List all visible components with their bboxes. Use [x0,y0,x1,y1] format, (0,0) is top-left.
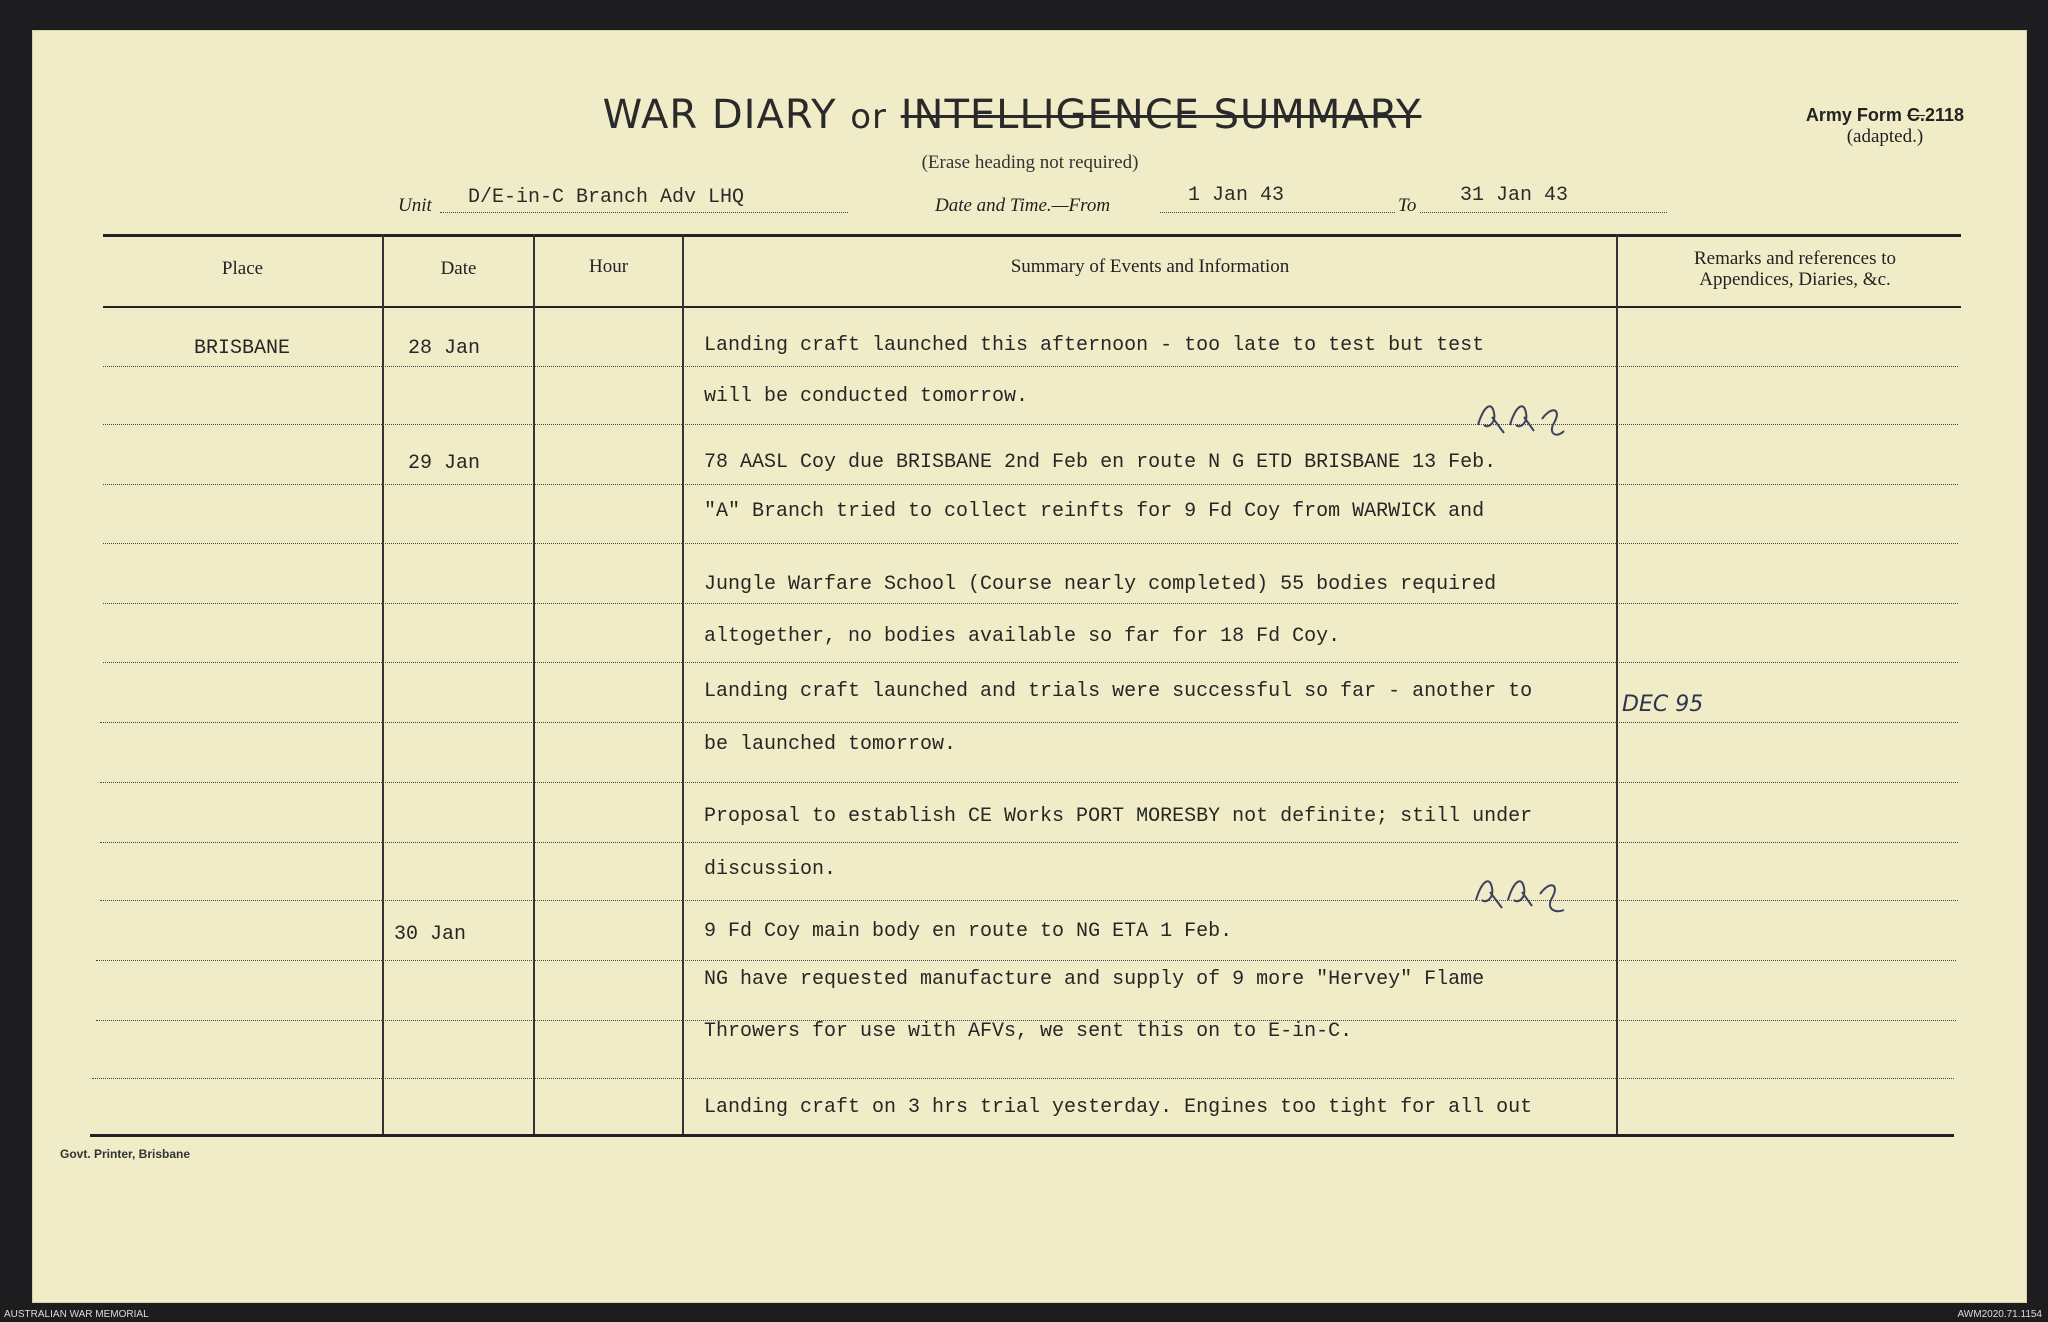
summary-line: Landing craft on 3 hrs trial yesterday. Engines too tight for all out [704,1096,1533,1119]
row-line [92,1078,1954,1079]
row-line [96,960,1956,961]
form-title [0,92,2024,138]
signature-initials [1468,870,1583,918]
title-or: or [850,97,888,137]
army-form-label [1806,104,1964,148]
row-line [103,662,1958,663]
summary-line: be launched tomorrow. [704,733,957,756]
row-line [103,484,1958,485]
erase-note: (Erase heading not required) [921,152,1139,173]
footer-right: AWM2020.71.1154 [1957,1309,2042,1320]
col-divider-2 [533,234,535,1134]
title-struck: INTELLIGENCE SUMMARY [900,92,1422,138]
table-bottom-rule [90,1134,1954,1137]
col-header-date: Date [440,258,477,279]
summary-line: Throwers for use with AFVs, we sent this on to E-in-C. [704,1020,1353,1043]
summary-line: discussion. [704,858,837,881]
row-line [100,900,1958,901]
row-line [103,603,1958,604]
date-label: Date and Time.—From [935,195,1111,216]
unit-line [440,212,848,213]
summary-line: Jungle Warfare School (Course nearly completed) 55 bodies required [704,573,1497,596]
army-form-number [1806,104,1964,126]
summary-line: Proposal to establish CE Works PORT MORESBY not definite; still under [704,805,1533,828]
col-divider-4 [1616,234,1618,1134]
army-form-struck: C. [1906,105,1925,125]
unit-label: Unit [398,195,432,216]
to-line [1420,212,1667,213]
from-line [1160,212,1395,213]
summary-line: Landing craft launched this afternoon - too late to test but test [704,334,1485,357]
col-header-hour: Hour [588,256,629,277]
unit-value: D/E-in-C Branch Adv LHQ [468,186,745,209]
summary-line: "A" Branch tried to collect reinfts for 9 Fd Coy from WARWICK and [704,500,1485,523]
summary-line: altogether, no bodies available so far for 18 Fd Coy. [704,625,1341,648]
summary-line: NG have requested manufacture and supply of 9 more "Hervey" Flame [704,968,1485,991]
army-form-num: 2118 [1924,105,1964,125]
from-value: 1 Jan 43 [1188,184,1285,207]
signature-initials [1470,395,1580,441]
summary-line: 9 Fd Coy main body en route to NG ETA 1 Feb. [704,920,1233,943]
footer-left: AUSTRALIAN WAR MEMORIAL [4,1309,149,1320]
col-divider-3 [682,234,684,1134]
summary-line: Landing craft launched and trials were successful so far - another to [704,680,1533,703]
row-line [100,782,1958,783]
army-form-prefix: Army Form [1805,105,1902,125]
remark-handwritten: DEC 95 [1622,692,1704,717]
col-header-place: Place [221,258,264,279]
date-cell: 29 Jan [408,452,481,475]
place-cell: BRISBANE [194,337,291,360]
title-war-diary: WAR DIARY [602,92,837,138]
army-form-adapted: (adapted.) [1846,126,1924,147]
printer-imprint: Govt. Printer, Brisbane [60,1147,191,1161]
date-cell: 30 Jan [394,923,467,946]
summary-line: 78 AASL Coy due BRISBANE 2nd Feb en route N G ETD BRISBANE 13 Feb. [704,451,1497,474]
row-line [100,842,1958,843]
col-header-remarks: Remarks and references to Appendices, Diaries, &c. [1693,248,1897,290]
row-line [103,543,1958,544]
to-value: 31 Jan 43 [1460,184,1569,207]
row-line [103,366,1958,367]
summary-line: will be conducted tomorrow. [704,385,1029,408]
to-label: To [1398,195,1417,216]
row-line [100,722,1958,723]
col-header-summary: Summary of Events and Information [1010,256,1290,277]
row-line [103,424,1958,425]
date-cell: 28 Jan [408,337,481,360]
col-divider-1 [382,234,384,1134]
